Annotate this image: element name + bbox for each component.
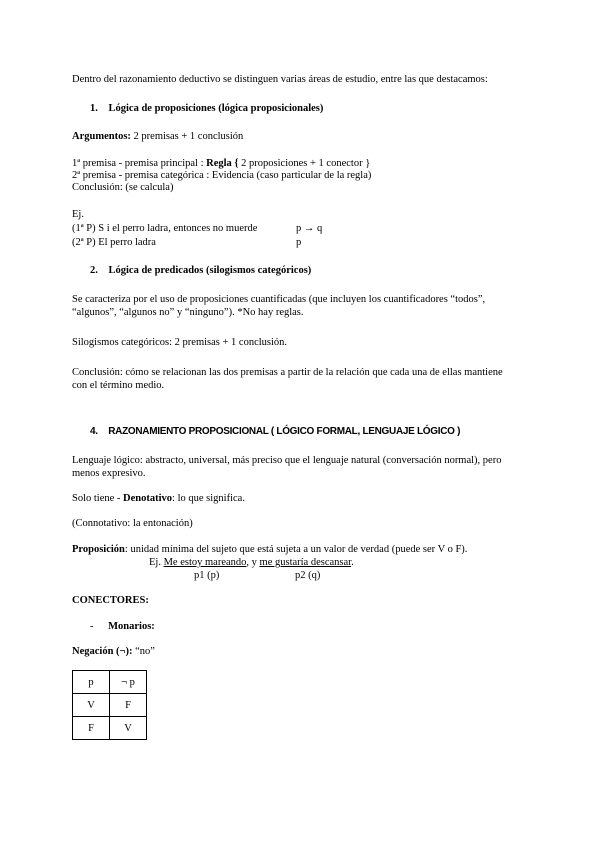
denotativo-rest: : lo que significa. (172, 493, 245, 504)
table-cell: F (73, 717, 110, 740)
section-2-title: Lógica de predicados (silogismos categóricos) (108, 265, 312, 276)
predicados-line-2: “algunos”, “algunos no” y “ninguno”). *No hay reglas. (72, 307, 304, 318)
monarios-heading (90, 620, 155, 633)
predicados-line-1: Se caracteriza por el uso de proposiciones cuantificadas (que incluyen los cuantificadores “todos”, (72, 294, 486, 305)
proposicion-line (72, 543, 467, 556)
connotativo-line: (Connotativo: la entonación) (72, 518, 193, 529)
section-2-heading (90, 264, 311, 277)
table-header-cell: ¬ p (110, 671, 147, 694)
section-4-heading (90, 425, 460, 438)
section-2-number: 2. (90, 265, 98, 276)
table-cell: V (73, 694, 110, 717)
negacion-label: Negación (¬): (72, 646, 133, 657)
regla-label: Regla { (206, 158, 239, 169)
section-1-title: Lógica de proposiciones (lógica proposicionales) (108, 103, 324, 114)
prop-label-p2: p2 (q) (295, 570, 321, 581)
section-1-number: 1. (90, 103, 98, 114)
prop-example-prefix: Ej. (149, 557, 164, 568)
proposicion-label: Proposición (72, 544, 125, 555)
table-row (73, 717, 147, 740)
proposicion-rest: : unidad mínima del sujeto que está sujeta a un valor de verdad (puede ser V o F). (124, 544, 468, 555)
example-premise-1: (1ª P) S i el perro ladra, entonces no muerde (72, 223, 258, 234)
silogismos-line: Silogismos categóricos: 2 premisas + 1 conclusión. (72, 337, 288, 348)
conclusion-1-line: Conclusión: (se calcula) (72, 182, 174, 193)
table-cell: F (110, 694, 147, 717)
section-1-heading (90, 102, 323, 115)
prop-example-part-1: Me estoy mareando (163, 557, 247, 568)
prop-label-p1: p1 (p) (194, 570, 220, 581)
table-cell: V (110, 717, 147, 740)
conclusion-2-line-2: con el término medio. (72, 380, 165, 391)
intro-paragraph: Dentro del razonamiento deductivo se distinguen varias áreas de estudio, entre las que destacamos: (72, 74, 488, 85)
argumentos-text: 2 premisas + 1 conclusión (130, 131, 244, 142)
section-4-title: RAZONAMIENTO PROPOSICIONAL ( LÓGICO FORMAL, LENGUAJE LÓGICO ) (108, 426, 461, 437)
example-formula-1: p → q (296, 223, 323, 234)
monarios-dash: - (90, 621, 94, 632)
conclusion-2-line-1: Conclusión: cómo se relacionan las dos premisas a partir de la relación que cada una de ellas mantiene (72, 367, 503, 378)
negacion-rest: “no” (132, 646, 155, 657)
premisa-1-rest: 2 proposiciones + 1 conector } (238, 158, 371, 169)
negacion-line (72, 645, 155, 658)
denotativo-prefix: Solo tiene - (72, 493, 124, 504)
lenguaje-line-1: Lenguaje lógico: abstracto, universal, más preciso que el lenguaje natural (conversación normal), pero (72, 455, 502, 466)
example-label: Ej. (72, 209, 84, 220)
prop-example-part-2: me gustaría descansar (259, 557, 352, 568)
prop-example-mid: , y (246, 557, 260, 568)
premisa-1-prefix: 1ª premisa - premisa principal : (72, 158, 207, 169)
example-premise-2: (2ª P) El perro ladra (72, 237, 156, 248)
denotativo-label: Denotativo (123, 493, 173, 504)
argumentos-label: Argumentos: (72, 131, 131, 142)
table-row (73, 694, 147, 717)
monarios-label: Monarios: (108, 621, 155, 632)
prop-example-end: . (351, 557, 354, 568)
table-header-cell: p (73, 671, 110, 694)
proposicion-example (149, 556, 354, 569)
premisa-2-line: 2ª premisa - premisa categórica : Evidencia (caso particular de la regla) (72, 170, 372, 181)
section-4-number: 4. (90, 426, 98, 437)
conectores-heading: CONECTORES: (72, 595, 149, 606)
denotativo-line (72, 492, 245, 505)
negation-truth-table (72, 670, 147, 740)
example-formula-2: p (296, 237, 302, 248)
lenguaje-line-2: menos expresivo. (72, 468, 146, 479)
argumentos-line (72, 130, 243, 143)
table-header-row (73, 671, 147, 694)
